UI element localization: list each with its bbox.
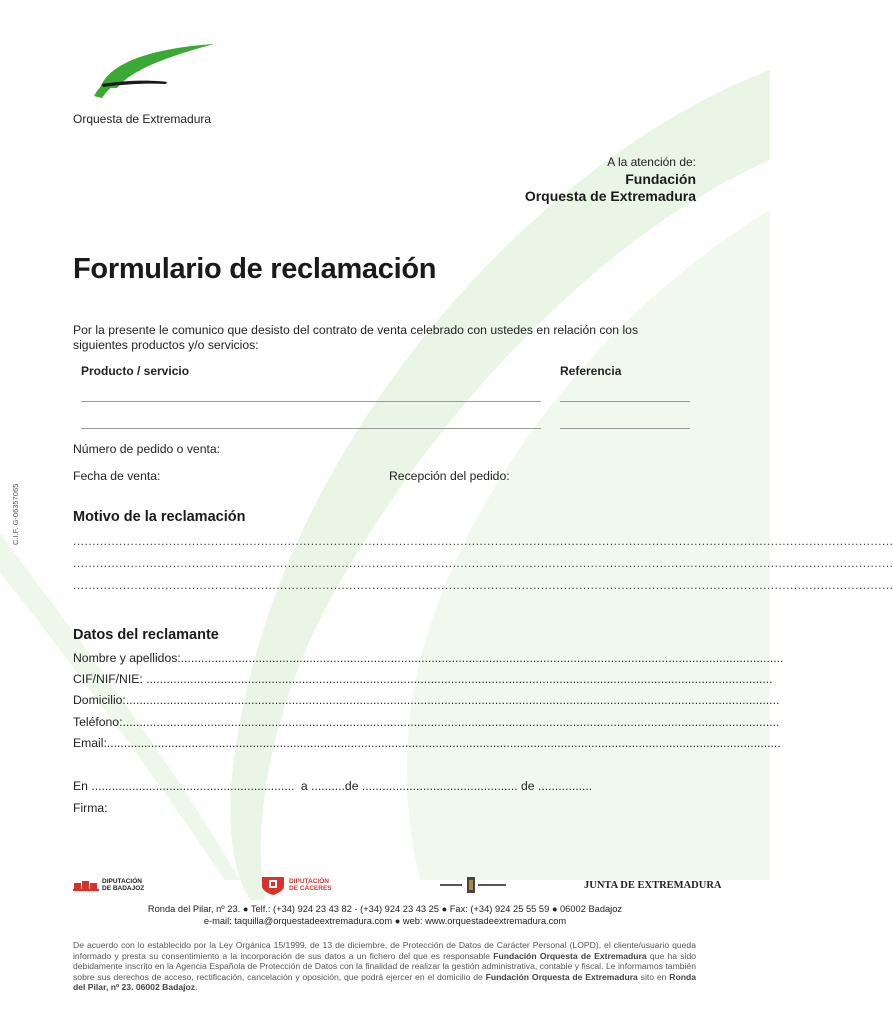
name-dots: .................................................................................................................................................................................. — [180, 651, 784, 665]
id-label: CIF/NIF/NIE: — [73, 672, 143, 686]
legal-bold-1: Fundación Orquesta de Extremadura — [493, 950, 647, 961]
intro-paragraph: Por la presente le comunico que desisto del contrato de venta celebrado con ustedes en relación con los siguientes productos y/o servicios: — [73, 323, 639, 352]
address-dots: ................................................................................................................................................................................................. — [125, 693, 780, 707]
junta-text: JUNTA DE EXTREMADURA — [584, 879, 722, 891]
attention-label: A la atención de: — [607, 155, 696, 169]
caceres-crest-icon — [260, 874, 286, 896]
cif-side-code: C.I.F. G-06357065 — [11, 483, 20, 545]
emblem-icon — [440, 874, 506, 896]
badajoz-line1: DIPUTACIÓN — [102, 878, 142, 885]
badajoz-crest-icon — [73, 878, 99, 892]
address-label: Domicilio: — [73, 693, 126, 707]
product-line-1[interactable] — [81, 401, 541, 402]
address-row[interactable] — [73, 693, 780, 709]
claimant-heading: Datos del reclamante — [73, 627, 219, 643]
place-prefix: En — [73, 779, 88, 793]
place-date-line[interactable] — [73, 779, 592, 793]
place-dots: ............................................................ — [91, 779, 295, 793]
legal-part-2: que ha sido debidamente inscrito en la Agencia Española de Protección de Datos con la finalidad de realizar la gestión administrativa, contable y fiscal. Le informamos también sobre sus derechos de acceso, rectificación, cancelación y oposición, que podrá ejercer en el domicilio de — [73, 950, 697, 982]
product-column-header: Producto / servicio — [81, 364, 190, 378]
attention-org-line2: Orquesta de Extremadura — [524, 188, 696, 204]
de-word-1: de — [344, 779, 359, 793]
caceres-logo — [260, 872, 332, 898]
junta-logo — [584, 872, 721, 898]
email-row[interactable] — [73, 736, 781, 752]
id-dots: ......................................................................................................................................................................................... — [142, 672, 773, 686]
email-dots: ....................................................................................................................................................................................................... — [106, 736, 781, 750]
de-word-2: de — [521, 779, 535, 793]
legal-bold-2: Fundación Orquesta de Extremadura — [485, 971, 638, 982]
name-row[interactable] — [73, 651, 784, 667]
legal-part-1: De acuerdo con lo establecido por la Ley Orgánica 15/1999, de 13 de diciembre, de Protección de Datos de Carácter Personal (LOPD), el cliente/usuario queda informado y presta su consentimiento a la incorporación de sus datos a un fichero del que es responsable — [73, 940, 696, 961]
legal-bold-3: Ronda del Pilar, nº 23. 06002 Badajoz — [73, 971, 696, 993]
reason-line-3[interactable]: ...................................................................................................................................................................................................................... — [73, 578, 893, 592]
legal-notice — [73, 940, 696, 993]
a-word: a — [300, 779, 308, 793]
sponsors-row — [0, 872, 770, 898]
phone-row[interactable] — [73, 715, 780, 731]
order-reception-label: Recepción del pedido: — [389, 469, 510, 483]
address-line-2: e-mail: taquilla@orquestadeextremadura.com ● web: www.orquestadeextremadura.com — [203, 916, 567, 926]
caceres-line1: DIPUTACIÓN — [289, 878, 329, 885]
reason-line-2[interactable]: ...................................................................................................................................................................................................................... — [73, 556, 893, 570]
legal-part-4: . — [195, 982, 198, 993]
phone-dots: .................................................................................................................................................................................................. — [122, 715, 780, 729]
caceres-line2: DE CÁCERES — [289, 885, 332, 892]
sale-date-label: Fecha de venta: — [73, 469, 161, 483]
legal-part-3: sito en — [637, 971, 670, 982]
product-line-2[interactable] — [81, 428, 541, 429]
email-label: Email: — [73, 736, 107, 750]
name-label: Nombre y apellidos: — [73, 651, 181, 665]
attention-block — [525, 155, 696, 205]
badajoz-line2: DE BADAJOZ — [102, 885, 145, 892]
reference-line-1[interactable] — [560, 401, 690, 402]
reference-line-2[interactable] — [560, 428, 690, 429]
badajoz-logo — [73, 872, 144, 898]
logo-text: Orquesta de Extremadura — [73, 112, 212, 126]
signature-label: Firma: — [73, 801, 108, 815]
reason-line-1[interactable]: ...................................................................................................................................................................................................................... — [73, 534, 893, 548]
address-line-1: Ronda del Pilar, nº 23. ● Telf.: (+34) 924 23 43 82 - (+34) 924 23 43 25 ● Fax: (+34) 924 25 55 59 ● 06002 Badajoz — [147, 904, 623, 914]
id-row[interactable] — [73, 672, 773, 688]
phone-label: Teléfono: — [73, 715, 123, 729]
extremadura-emblem — [440, 872, 506, 898]
page-title: Formulario de reclamación — [73, 253, 437, 285]
reason-heading: Motivo de la reclamación — [73, 509, 246, 525]
order-number-label: Número de pedido o venta: — [73, 442, 221, 456]
attention-org-line1: Fundación — [625, 171, 696, 187]
year-dots: ................ — [537, 779, 593, 793]
month-dots: .............................................. — [361, 779, 518, 793]
day-dots: .......... — [311, 779, 345, 793]
reference-column-header: Referencia — [560, 364, 622, 378]
